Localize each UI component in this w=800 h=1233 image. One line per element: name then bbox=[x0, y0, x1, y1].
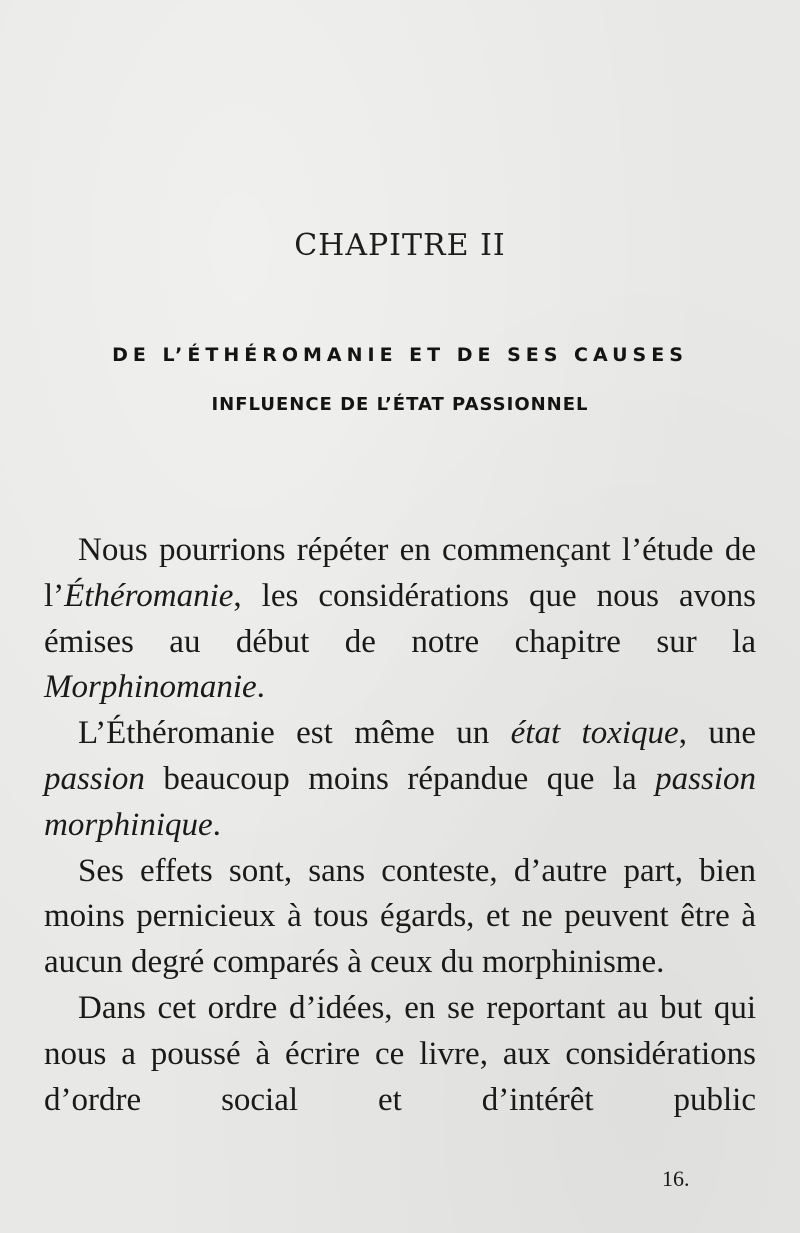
paragraph-3-text: Ses effets sont, sans conteste, d’autre part, bien moins pernicieux à tous égards, et ne peuvent être à aucun degré comparés à ceux du morphinisme. bbox=[44, 852, 756, 981]
paragraph-1-text-a: Nous pourrions répéter en commençant l’étude de l’ bbox=[44, 532, 756, 614]
paragraph-4-text: Dans cet ordre d’idées, en se reportant au but qui nous a poussé à écrire ce livre, aux considérations d’ordre social et d’intérêt public bbox=[44, 989, 756, 1118]
paragraph-1-text-e: . bbox=[256, 669, 265, 706]
page-folio: 16. bbox=[662, 1166, 690, 1191]
paragraph-2-text-g: . bbox=[212, 806, 221, 843]
paragraph-1-italic-morphinomanie: Morphinomanie bbox=[44, 669, 257, 706]
paragraph-1-text-c: , les considérations que nous avons émises au début de notre chapitre sur la bbox=[44, 577, 756, 660]
paragraph-2 bbox=[44, 711, 756, 848]
paragraph-4 bbox=[44, 986, 756, 1123]
chapter-title: CHAPITRE II bbox=[294, 228, 506, 263]
paragraph-1-italic-etheromanie: Éthéromanie bbox=[64, 577, 234, 614]
paragraph-2-text-a: L’Éthéromanie est même un bbox=[78, 715, 511, 752]
paragraph-2-italic-passion-morphinique: passion morphinique bbox=[44, 760, 756, 843]
body-text bbox=[44, 528, 756, 1123]
paragraph-2-italic-passion: passion bbox=[44, 760, 145, 797]
chapter-subtitle-line2: INFLUENCE DE L’ÉTAT PASSIONNEL bbox=[211, 394, 589, 415]
paragraph-3 bbox=[44, 849, 756, 986]
chapter-subtitle-line1: DE L’ÉTHÉROMANIE ET DE SES CAUSES bbox=[112, 344, 688, 366]
paragraph-1 bbox=[44, 528, 756, 711]
paragraph-2-text-c: , une bbox=[678, 715, 756, 752]
paragraph-2-text-e: beaucoup moins répandue que la bbox=[144, 760, 656, 797]
paragraph-2-italic-etat-toxique: état toxique bbox=[510, 715, 679, 752]
